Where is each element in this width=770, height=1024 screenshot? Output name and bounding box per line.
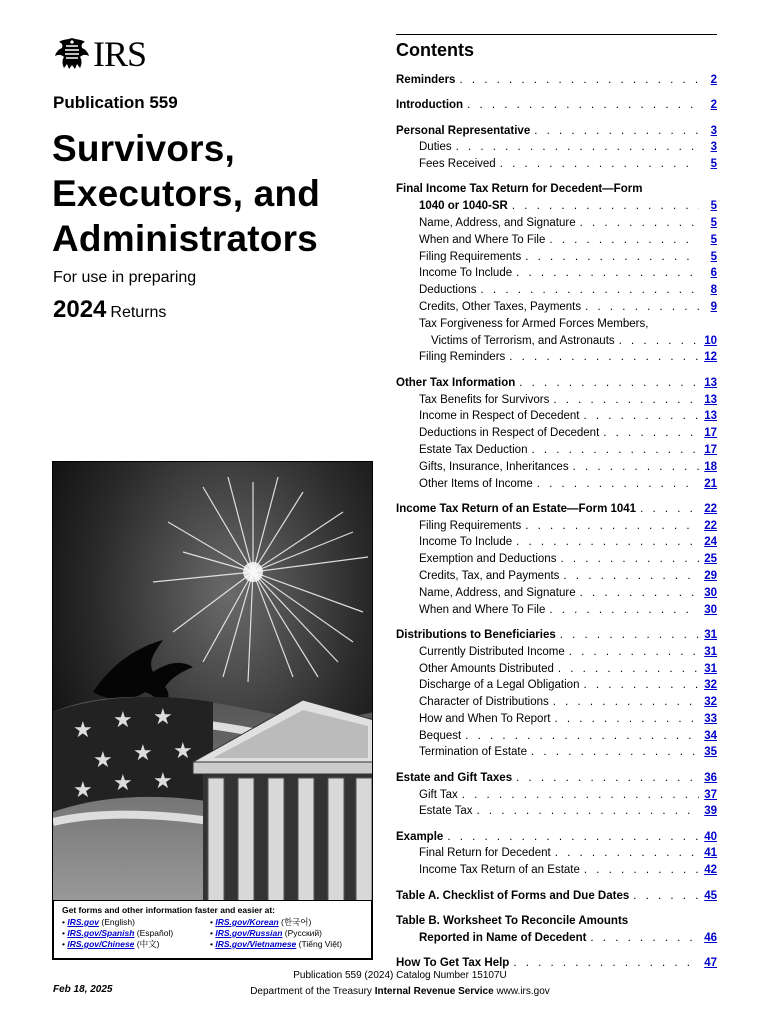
toc-entry-label: Gifts, Insurance, Inheritances xyxy=(419,460,569,473)
toc-leader-dots xyxy=(516,770,699,787)
list-item: • IRS.gov/Vietnamese (Tiếng Việt) xyxy=(210,939,343,949)
toc-entry-label: Name, Address, and Signature xyxy=(419,217,576,230)
toc-page-link[interactable]: 3 xyxy=(710,141,717,154)
toc-page-link[interactable]: 31 xyxy=(704,645,717,658)
toc-entry-label: Estate Tax xyxy=(419,805,473,818)
toc-entry-label: Table B. Worksheet To Reconcile Amounts xyxy=(396,914,629,927)
toc-leader-dots xyxy=(563,568,699,585)
toc-subsection-entry[interactable] xyxy=(396,711,717,728)
toc-entry-label: Tax Benefits for Survivors xyxy=(419,393,550,406)
toc-page-link[interactable]: 5 xyxy=(710,200,717,213)
toc-entry-label: Reported in Name of Decedent xyxy=(419,931,587,944)
title-line: Executors, and xyxy=(52,173,321,214)
toc-leader-dots xyxy=(477,803,700,820)
svg-text:★: ★ xyxy=(113,771,133,796)
toc-entry-label: Income To Include xyxy=(419,267,513,280)
toc-page-link[interactable]: 30 xyxy=(704,603,717,616)
toc-entry-label: When and Where To File xyxy=(419,233,546,246)
toc-leader-dots xyxy=(549,232,699,249)
toc-section-entry[interactable] xyxy=(396,770,717,787)
toc-subsection-entry[interactable] xyxy=(396,845,717,862)
irs-gov-link[interactable]: IRS.gov xyxy=(67,917,99,927)
toc-entry-label: Estate Tax Deduction xyxy=(419,443,528,456)
irs-logo xyxy=(53,34,163,74)
get-forms-box xyxy=(52,901,373,960)
toc-spacer xyxy=(396,89,717,98)
toc-page-link[interactable]: 10 xyxy=(704,334,717,347)
language-label: (Русский) xyxy=(284,928,322,938)
toc-spacer xyxy=(396,820,717,829)
toc-page-link[interactable]: 5 xyxy=(710,250,717,263)
toc-entry-label: Income in Respect of Decedent xyxy=(419,410,580,423)
toc-page-link[interactable]: 36 xyxy=(704,771,717,784)
toc-leader-dots xyxy=(534,123,699,140)
svg-text:★: ★ xyxy=(153,769,173,794)
toc-subsection-entry[interactable] xyxy=(396,299,717,316)
website-link[interactable]: www.irs.gov xyxy=(496,986,550,997)
toc-leader-dots xyxy=(500,156,699,173)
irs-gov-chinese-link[interactable]: IRS.gov/Chinese xyxy=(67,939,135,949)
year-number: 2024 xyxy=(53,296,107,323)
toc-entry-label: Final Income Tax Return for Decedent—Form xyxy=(396,183,643,196)
toc-subsection-entry[interactable] xyxy=(396,534,717,551)
toc-spacer xyxy=(396,761,717,770)
toc-subsection-entry[interactable] xyxy=(396,728,717,745)
toc-page-link[interactable]: 17 xyxy=(704,443,717,456)
toc-entry-label: Filing Requirements xyxy=(419,250,522,263)
irs-gov-spanish-link[interactable]: IRS.gov/Spanish xyxy=(67,928,135,938)
language-label: (中文) xyxy=(136,939,160,949)
title-line: Administrators xyxy=(52,218,318,259)
toc-page-link[interactable]: 8 xyxy=(710,284,717,297)
toc-subsection-entry[interactable] xyxy=(396,459,717,476)
irs-gov-russian-link[interactable]: IRS.gov/Russian xyxy=(215,928,283,938)
toc-leader-dots xyxy=(583,408,699,425)
toc-subsection-entry[interactable] xyxy=(396,476,717,493)
toc-page-link[interactable]: 5 xyxy=(710,233,717,246)
toc-section-entry[interactable] xyxy=(396,72,717,89)
toc-subsection-entry[interactable] xyxy=(396,425,717,442)
toc-page-link[interactable]: 5 xyxy=(710,217,717,230)
toc-subsection-entry[interactable] xyxy=(396,333,717,350)
toc-subsection-entry[interactable] xyxy=(396,349,717,366)
toc-leader-dots xyxy=(553,392,699,409)
toc-page-link[interactable]: 29 xyxy=(704,570,717,583)
toc-entry-label: Personal Representative xyxy=(396,124,531,137)
department-name: Department of the Treasury xyxy=(250,986,372,997)
toc-leader-dots xyxy=(633,888,699,905)
toc-leader-dots xyxy=(560,551,699,568)
toc-subsection-entry[interactable] xyxy=(396,392,717,409)
toc-spacer xyxy=(396,904,717,913)
toc-entry-label: Fees Received xyxy=(419,158,496,171)
svg-text:★: ★ xyxy=(73,718,93,743)
svg-text:★: ★ xyxy=(173,739,193,764)
toc-section-entry[interactable] xyxy=(396,181,717,198)
toc-section-entry[interactable] xyxy=(396,829,717,846)
toc-entry-label: Other Tax Information xyxy=(396,376,516,389)
language-label: (English) xyxy=(101,917,135,927)
toc-page-link[interactable]: 13 xyxy=(704,376,717,389)
page-title xyxy=(52,126,382,261)
list-item: • IRS.gov (English) xyxy=(62,917,135,927)
toc-leader-dots xyxy=(555,845,699,862)
toc-subsection-entry[interactable] xyxy=(396,568,717,585)
toc-page-link[interactable]: 6 xyxy=(710,267,717,280)
toc-page-link[interactable]: 22 xyxy=(704,502,717,515)
toc-subsection-entry[interactable] xyxy=(396,644,717,661)
toc-subsection-entry[interactable] xyxy=(396,232,717,249)
toc-subsection-entry[interactable] xyxy=(396,156,717,173)
toc-page-link[interactable]: 46 xyxy=(704,931,717,944)
toc-entry-label: 1040 or 1040-SR xyxy=(419,200,508,213)
toc-subsection-entry[interactable] xyxy=(396,551,717,568)
toc-page-link[interactable]: 42 xyxy=(704,864,717,877)
toc-entry-label: Reminders xyxy=(396,74,456,86)
toc-subsection-entry[interactable] xyxy=(396,661,717,678)
irs-eagle-icon xyxy=(53,36,91,72)
toc-page-link[interactable]: 2 xyxy=(710,74,717,86)
toc-leader-dots xyxy=(553,694,699,711)
svg-text:★: ★ xyxy=(93,748,113,773)
toc-leader-dots xyxy=(554,711,699,728)
toc-page-link[interactable]: 32 xyxy=(704,679,717,692)
toc-leader-dots xyxy=(516,265,699,282)
toc-subsection-entry[interactable] xyxy=(396,585,717,602)
toc-leader-dots xyxy=(569,644,699,661)
toc-page-link[interactable]: 34 xyxy=(704,729,717,742)
toc-entry-label: Filing Reminders xyxy=(419,351,506,364)
toc-entry-label: Name, Address, and Signature xyxy=(419,586,576,599)
toc-subsection-entry[interactable] xyxy=(396,316,717,333)
toc-leader-dots xyxy=(619,333,699,350)
toc-leader-dots xyxy=(573,459,699,476)
toc-page-link[interactable]: 2 xyxy=(710,99,717,112)
cover-artwork xyxy=(53,462,373,901)
toc-section-entry[interactable] xyxy=(396,888,717,905)
toc-leader-dots xyxy=(525,518,699,535)
toc-entry-label: Exemption and Deductions xyxy=(419,553,557,566)
returns-word: Returns xyxy=(110,304,167,321)
toc-spacer xyxy=(396,618,717,627)
toc-subsection-entry[interactable] xyxy=(396,602,717,619)
toc-page-link[interactable]: 5 xyxy=(710,158,717,171)
agency-name: Internal Revenue Service xyxy=(374,986,494,997)
toc-entry-label: When and Where To File xyxy=(419,603,546,616)
toc-entry-label: How and When To Report xyxy=(419,712,551,725)
toc-page-link[interactable]: 17 xyxy=(704,427,717,440)
toc-subsection-entry[interactable] xyxy=(396,139,717,156)
toc-page-link[interactable]: 12 xyxy=(704,351,717,364)
irs-logo-text: IRS xyxy=(93,34,147,74)
svg-text:★: ★ xyxy=(73,778,93,803)
toc-leader-dots xyxy=(481,282,699,299)
toc-subsection-entry[interactable] xyxy=(396,249,717,266)
toc-subsection-entry[interactable] xyxy=(396,787,717,804)
toc-section-entry[interactable] xyxy=(396,501,717,518)
toc-leader-dots xyxy=(519,375,699,392)
toc-entry-label: Example xyxy=(396,830,444,843)
toc-subsection-entry[interactable] xyxy=(396,677,717,694)
toc-page-link[interactable]: 32 xyxy=(704,696,717,709)
toc-subsection-entry[interactable] xyxy=(396,408,717,425)
toc-leader-dots xyxy=(560,627,699,644)
toc-page-link[interactable]: 40 xyxy=(704,830,717,843)
publication-number: Publication 559 xyxy=(53,93,178,112)
toc-page-link[interactable]: 31 xyxy=(704,628,717,641)
toc-spacer xyxy=(396,946,717,955)
toc-leader-dots xyxy=(459,72,699,89)
toc-leader-dots xyxy=(585,299,699,316)
toc-subsection-entry[interactable] xyxy=(396,862,717,879)
toc-entry-label: Distributions to Beneficiaries xyxy=(396,628,556,641)
for-use-text: For use in preparing xyxy=(53,269,197,286)
toc-subsection-entry[interactable] xyxy=(396,265,717,282)
toc-leader-dots xyxy=(580,585,699,602)
list-item: • IRS.gov/Chinese (中文) xyxy=(62,939,160,949)
toc-page-link[interactable]: 47 xyxy=(704,956,717,969)
toc-leader-dots xyxy=(531,442,699,459)
toc-entry-label: Character of Distributions xyxy=(419,696,549,709)
toc-page-link[interactable]: 13 xyxy=(704,393,717,406)
list-item: • IRS.gov/Korean (한국어) xyxy=(210,917,312,927)
list-item: • IRS.gov/Spanish (Español) xyxy=(62,928,174,938)
toc-page-link[interactable]: 39 xyxy=(704,805,717,818)
toc-entry-label: Deductions in Respect of Decedent xyxy=(419,427,600,440)
toc-subsection-entry[interactable] xyxy=(396,282,717,299)
toc-page-link[interactable]: 37 xyxy=(704,788,717,801)
get-forms-title: Get forms and other information faster and easier at: xyxy=(62,905,276,915)
toc-page-link[interactable]: 22 xyxy=(704,519,717,532)
toc-subsection-entry[interactable] xyxy=(396,442,717,459)
toc-entry-label: Bequest xyxy=(419,729,462,742)
toc-entry-label: Final Return for Decedent xyxy=(419,847,551,860)
toc-leader-dots xyxy=(512,198,699,215)
toc-page-link[interactable]: 3 xyxy=(710,124,717,137)
toc-leader-dots xyxy=(580,215,699,232)
toc-entry-label: Credits, Other Taxes, Payments xyxy=(419,301,582,314)
toc-entry-label: Currently Distributed Income xyxy=(419,645,565,658)
toc-entry-label: Tax Forgiveness for Armed Forces Members, xyxy=(419,317,649,330)
toc-page-link[interactable]: 41 xyxy=(704,847,717,860)
toc-entry-label: Other Amounts Distributed xyxy=(419,662,554,675)
toc-leader-dots xyxy=(467,97,699,114)
svg-text:★: ★ xyxy=(133,741,153,766)
toc-leader-dots xyxy=(590,930,699,947)
toc-entry-label: Income To Include xyxy=(419,536,513,549)
toc-entry-label: Other Items of Income xyxy=(419,477,533,490)
catalog-line: Publication 559 (2024) Catalog Number 15107U xyxy=(293,970,507,981)
toc-section-entry[interactable] xyxy=(396,123,717,140)
toc-page-link[interactable]: 21 xyxy=(704,477,717,490)
toc-page-link[interactable]: 13 xyxy=(704,410,717,423)
toc-page-link[interactable]: 35 xyxy=(704,746,717,759)
toc-section-entry[interactable] xyxy=(396,627,717,644)
toc-subsection-entry[interactable] xyxy=(396,803,717,820)
toc-leader-dots xyxy=(447,829,699,846)
svg-text:★: ★ xyxy=(113,708,133,733)
toc-page-link[interactable]: 9 xyxy=(710,301,717,314)
toc-entry-label: Deductions xyxy=(419,284,477,297)
toc-entry-label: Income Tax Return of an Estate—Form 1041 xyxy=(396,502,637,515)
toc-page-link[interactable]: 33 xyxy=(704,712,717,725)
language-label: (Español) xyxy=(136,928,174,938)
department-line xyxy=(220,984,580,1000)
tax-year xyxy=(53,296,166,324)
toc-page-link[interactable]: 30 xyxy=(704,586,717,599)
toc-leader-dots xyxy=(603,425,699,442)
toc-section-entry[interactable] xyxy=(396,97,717,114)
toc-subsection-entry[interactable] xyxy=(396,930,717,947)
toc-leader-dots xyxy=(516,534,699,551)
toc-subsection-entry[interactable] xyxy=(396,744,717,761)
toc-entry-label: How To Get Tax Help xyxy=(396,956,510,969)
toc-entry-label: Victims of Terrorism, and Astronauts xyxy=(431,334,615,347)
toc-page-link[interactable]: 45 xyxy=(704,889,717,902)
language-label: (한국어) xyxy=(281,917,312,927)
irs-gov-korean-link[interactable]: IRS.gov/Korean xyxy=(215,917,279,927)
toc-leader-dots xyxy=(531,744,699,761)
toc-spacer xyxy=(396,366,717,375)
toc-leader-dots xyxy=(583,677,699,694)
toc-leader-dots xyxy=(549,602,699,619)
toc-entry-label: Discharge of a Legal Obligation xyxy=(419,679,580,692)
toc-page-link[interactable]: 31 xyxy=(704,662,717,675)
toc-leader-dots xyxy=(462,787,699,804)
toc-subsection-entry[interactable] xyxy=(396,694,717,711)
toc-leader-dots xyxy=(456,139,699,156)
toc-spacer xyxy=(396,492,717,501)
irs-gov-vietnamese-link[interactable]: IRS.gov/Vietnamese xyxy=(215,939,297,949)
toc-entry-label: Income Tax Return of an Estate xyxy=(419,864,580,877)
get-forms-right-col xyxy=(210,917,358,950)
toc-spacer xyxy=(396,173,717,182)
toc-entry-label: Credits, Tax, and Payments xyxy=(419,570,560,583)
get-forms-left-col xyxy=(62,917,210,950)
toc-subsection-entry[interactable] xyxy=(396,198,717,215)
toc-entry-label: Estate and Gift Taxes xyxy=(396,771,513,784)
toc-leader-dots xyxy=(509,349,699,366)
toc-entry-label: Filing Requirements xyxy=(419,519,522,532)
toc-entry-label: Table A. Checklist of Forms and Due Dates xyxy=(396,889,630,902)
toc-spacer xyxy=(396,114,717,123)
toc-entry-label: Gift Tax xyxy=(419,788,458,801)
toc-subsection-entry[interactable] xyxy=(396,215,717,232)
toc-leader-dots xyxy=(465,728,699,745)
toc-entry-label: Introduction xyxy=(396,99,464,112)
toc-entry-label: Duties xyxy=(419,141,452,154)
toc-spacer xyxy=(396,879,717,888)
footer xyxy=(220,968,580,1000)
toc-leader-dots xyxy=(525,249,699,266)
toc-page-link[interactable]: 18 xyxy=(704,460,717,473)
toc-leader-dots xyxy=(584,862,699,879)
contents-title: Contents xyxy=(396,40,474,60)
list-item: • IRS.gov/Russian (Русский) xyxy=(210,928,322,938)
language-label: (Tiếng Việt) xyxy=(298,939,343,949)
toc-subsection-entry[interactable] xyxy=(396,518,717,535)
svg-text:★: ★ xyxy=(153,705,173,730)
toc-entry-label: Termination of Estate xyxy=(419,746,528,759)
toc-section-entry[interactable] xyxy=(396,375,717,392)
cover-illustration xyxy=(52,461,373,901)
toc-page-link[interactable]: 25 xyxy=(704,553,717,566)
contents-top-rule xyxy=(396,34,717,35)
revision-date: Feb 18, 2025 xyxy=(53,984,113,995)
toc-section-entry[interactable] xyxy=(396,913,717,930)
toc-leader-dots xyxy=(537,476,699,493)
title-line: Survivors, xyxy=(52,128,235,169)
toc-leader-dots xyxy=(558,661,699,678)
toc-page-link[interactable]: 24 xyxy=(704,536,717,549)
toc-leader-dots xyxy=(640,501,699,518)
table-of-contents xyxy=(396,72,717,972)
